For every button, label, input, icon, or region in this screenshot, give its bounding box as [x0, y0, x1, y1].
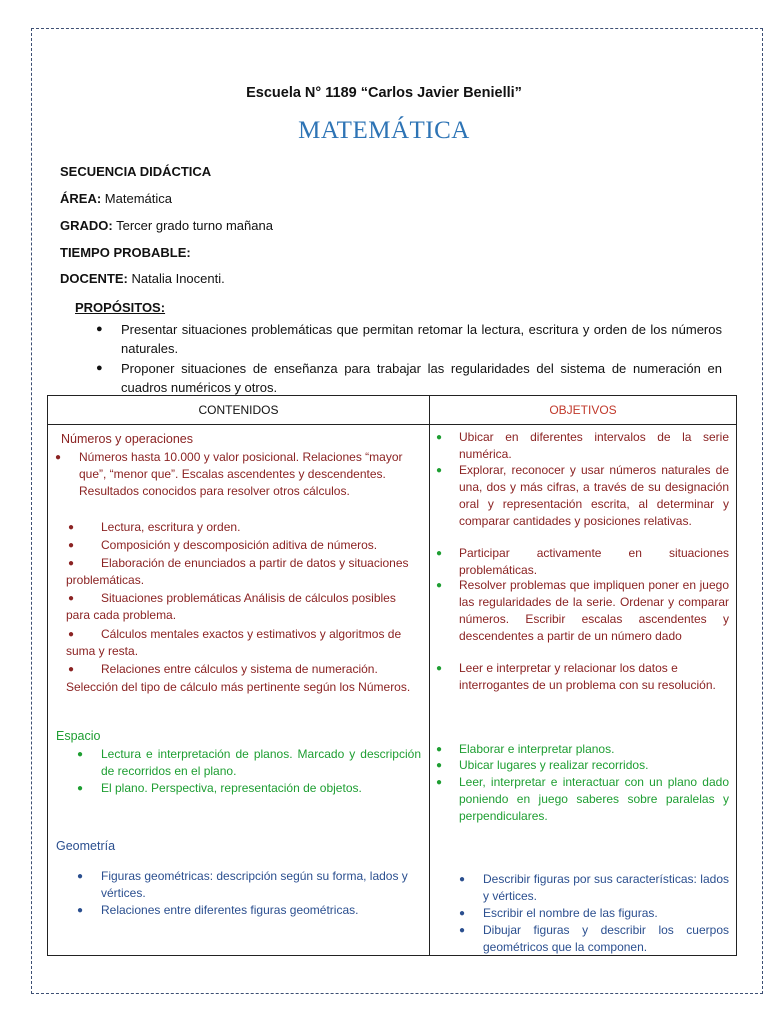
- objetivos-cell: [430, 425, 737, 956]
- school-name: Escuela N° 1189 “Carlos Javier Benielli”: [246, 85, 522, 101]
- bullet-icon: ●: [96, 362, 103, 374]
- numeros-item: ● Cálculos mentales exactos y estimativos y algoritmos de suma y resta.: [66, 627, 402, 658]
- espacio-item: ● Lectura e interpretación de planos. Marcado y descripción de recorridos en el plano.: [77, 747, 421, 778]
- proposito-item: ● Proponer situaciones de enseñanza para trabajar las regularidades del sistema de numeración en cuadros numéricos y otros.: [96, 361, 722, 395]
- propositos-heading: PROPÓSITOS:: [75, 300, 166, 315]
- meta-grado: GRADO: Tercer grado turno mañana: [60, 218, 273, 233]
- bullet-icon: ●: [55, 452, 62, 463]
- bullet-icon: ●: [77, 905, 84, 916]
- bullet-icon: ●: [68, 558, 75, 569]
- bullet-icon: ●: [459, 908, 466, 919]
- bullet-icon: ●: [436, 432, 443, 443]
- bullet-icon: ●: [96, 323, 103, 335]
- bullet-icon: ●: [459, 874, 466, 885]
- bullet-icon: ●: [436, 777, 443, 788]
- bullet-icon: ●: [68, 522, 75, 533]
- bullet-icon: ●: [77, 783, 84, 794]
- header-contenidos: CONTENIDOS: [48, 396, 430, 425]
- contenidos-cell: [48, 425, 430, 956]
- objetivo-item: ● Dibujar figuras y describir los cuerpos geométricos que la componen.: [459, 923, 729, 954]
- numeros-item: ● Elaboración de enunciados a partir de datos y situaciones problemáticas.: [66, 556, 409, 587]
- objetivo-item: ● Describir figuras por sus características: lados y vértices.: [459, 872, 729, 903]
- contenidos-objetivos-table: [47, 395, 737, 956]
- bullet-icon: ●: [436, 465, 443, 476]
- meta-secuencia: SECUENCIA DIDÁCTICA: [60, 164, 212, 179]
- propositos-list: [96, 320, 722, 398]
- bullet-icon: ●: [68, 629, 75, 640]
- bullet-icon: ●: [77, 871, 84, 882]
- proposito-item: ● Presentar situaciones problemáticas que permitan retomar la lectura, escritura y orden de los números naturales.: [96, 322, 722, 356]
- numeros-item: ● Situaciones problemáticas Análisis de cálculos posibles para cada problema.: [66, 591, 396, 622]
- espacio-item: ● El plano. Perspectiva, representación de objetos.: [77, 781, 362, 795]
- objetivo-item: ● Leer e interpretar y relacionar los datos e interrogantes de un problema con su resolución.: [436, 661, 716, 692]
- bullet-icon: ●: [436, 760, 443, 771]
- objetivo-item: ● Explorar, reconocer y usar números naturales de una, dos y más cifras, a través de su designación oral y representación escrita, al determinar y comparar cantidades y posiciones relativas.: [436, 463, 729, 528]
- bullet-icon: ●: [77, 749, 84, 760]
- bullet-icon: ●: [436, 580, 443, 591]
- numeros-item: ● Lectura, escritura y orden.: [68, 520, 241, 534]
- bullet-icon: ●: [68, 593, 75, 604]
- objetivo-item: ● Participar activamente en situaciones problemáticas.: [436, 546, 729, 577]
- espacio-heading: Espacio: [56, 729, 101, 743]
- objetivo-item: ● Escribir el nombre de las figuras.: [459, 906, 658, 920]
- bullet-icon: ●: [68, 540, 75, 551]
- geometria-heading: Geometría: [56, 839, 116, 853]
- objetivo-item: ● Ubicar en diferentes intervalos de la serie numérica.: [436, 430, 729, 461]
- geometria-item: ● Relaciones entre diferentes figuras geométricas.: [77, 903, 359, 917]
- meta-docente: DOCENTE: Natalia Inocenti.: [60, 271, 225, 286]
- objetivo-item: ● Leer, interpretar e interactuar con un plano dado poniendo en juego saberes sobre paralelas y perpendiculares.: [436, 775, 729, 823]
- objetivo-item: ● Resolver problemas que impliquen poner en juego las regularidades de la serie. Ordenar y comparar números. Escribir escalas ascendentes y descendentes a partir de un número dado: [436, 578, 729, 643]
- bullet-icon: ●: [436, 663, 443, 674]
- meta-area: ÁREA: Matemática: [60, 191, 172, 206]
- bullet-icon: ●: [436, 548, 443, 559]
- geometria-item: ● Figuras geométricas: descripción según su forma, lados y vértices.: [77, 869, 408, 900]
- numeros-item: ● Composición y descomposición aditiva de números.: [68, 538, 378, 552]
- bullet-icon: ●: [68, 664, 75, 675]
- numeros-item: ● Relaciones entre cálculos y sistema de numeración. Selección del tipo de cálculo más pertinente según los Números.: [66, 662, 411, 694]
- objetivo-item: ● Elaborar e interpretar planos.: [436, 742, 615, 756]
- page-title: MATEMÁTICA: [298, 117, 470, 144]
- objetivo-item: ● Ubicar lugares y realizar recorridos.: [436, 758, 649, 772]
- header-objetivos: OBJETIVOS: [430, 396, 737, 425]
- numeros-item: ● Números hasta 10.000 y valor posicional. Relaciones “mayor que”, “menor que”. Escalas ascendentes y descendentes. Resultados conocidos para resolver otros cálculos.: [55, 450, 403, 498]
- numeros-heading: Números y operaciones: [61, 432, 194, 446]
- bullet-icon: ●: [459, 925, 466, 936]
- meta-tiempo: TIEMPO PROBABLE:: [60, 245, 191, 260]
- bullet-icon: ●: [436, 744, 443, 755]
